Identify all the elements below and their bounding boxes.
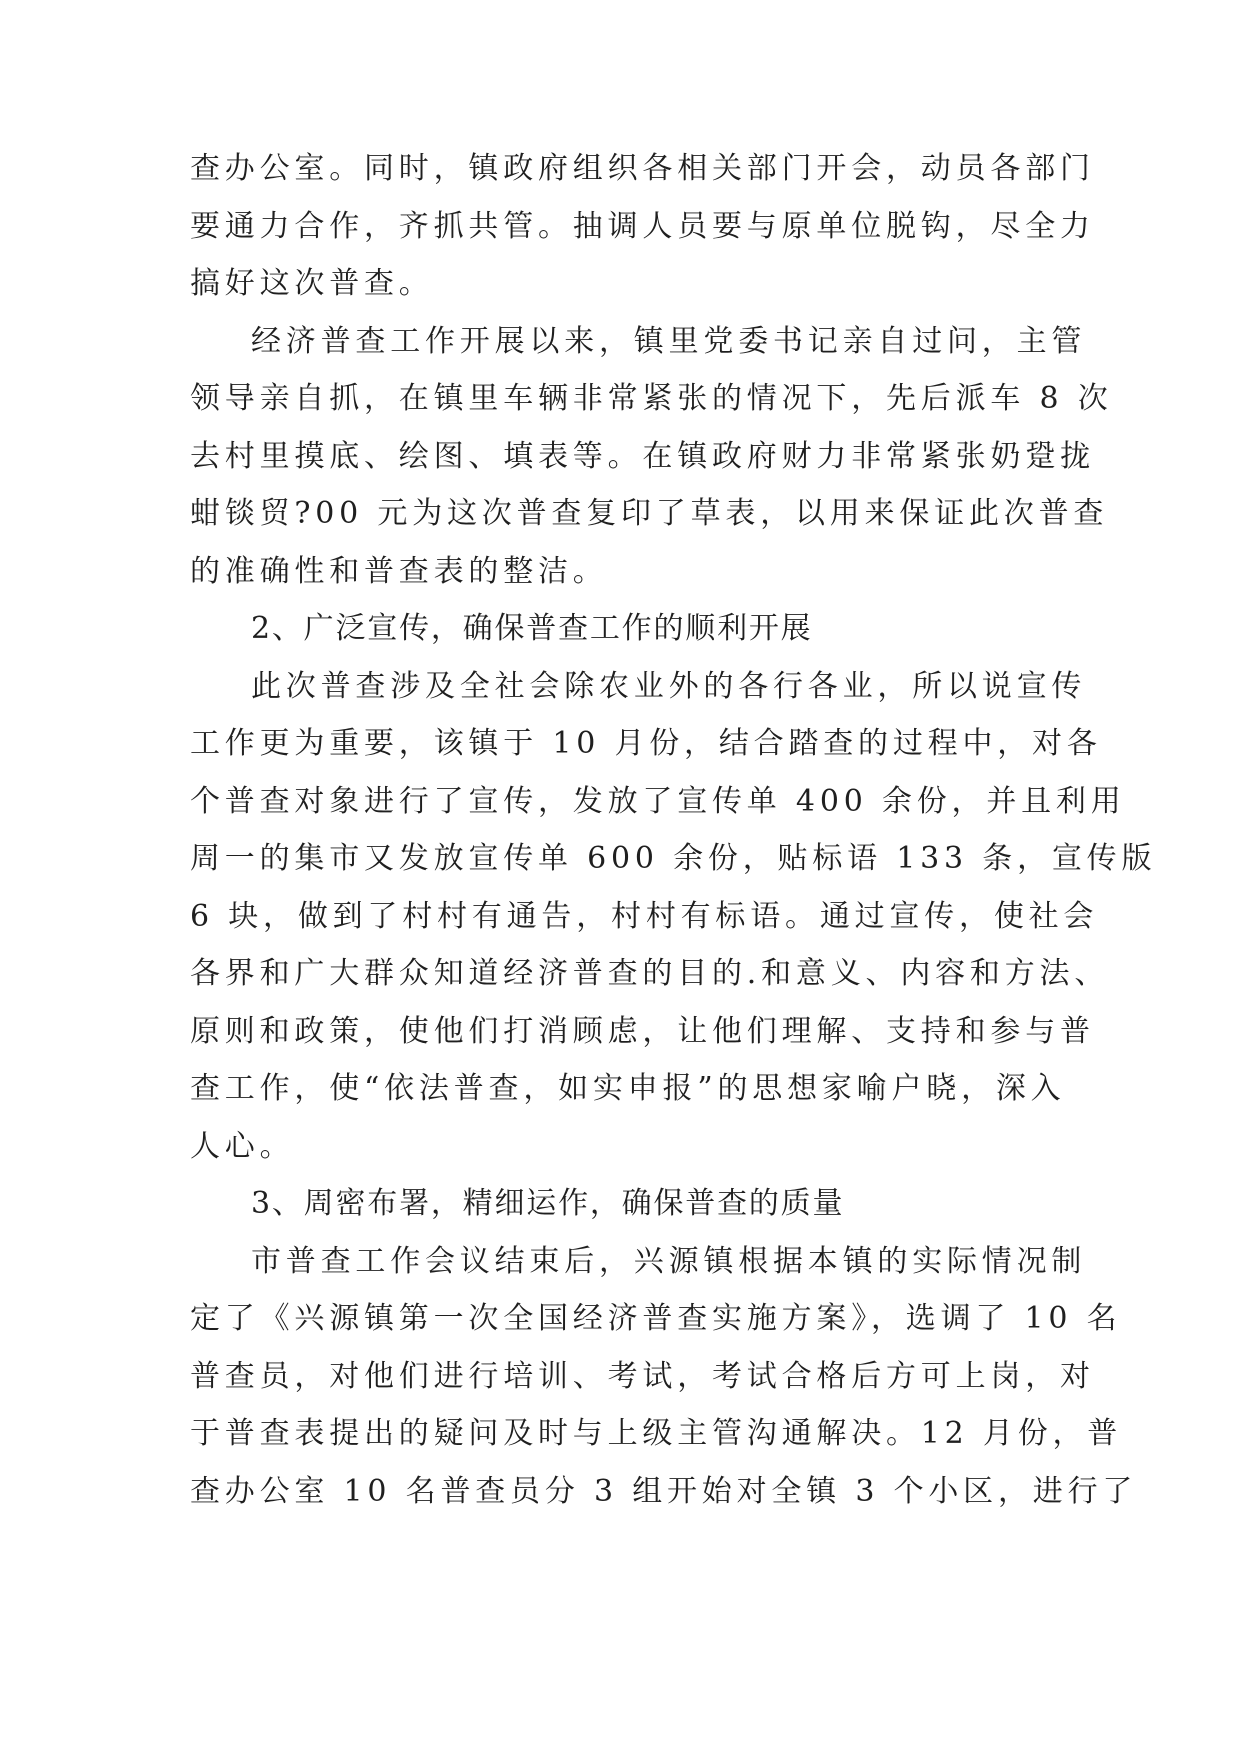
- text-line: 蚶锬贸?00 元为这次普查复印了草表，以用来保证此次普查: [190, 496, 1109, 531]
- text-line: 要通力合作，齐抓共管。抽调人员要与原单位脱钩，尽全力: [190, 208, 1095, 244]
- paragraph-first-line: 此次普查涉及全社会除农业外的各行各业，所以说宣传: [251, 668, 1087, 704]
- text-line: 工作更为重要，该镇于 10 月份，结合踏查的过程中，对各: [190, 726, 1102, 761]
- text-line: 普查员，对他们进行培训、考试，考试合格后方可上岗，对: [190, 1358, 1095, 1394]
- paragraph-first-line: 经济普查工作开展以来，镇里党委书记亲自过问，主管: [251, 323, 1087, 359]
- text-line: 于普查表提出的疑问及时与上级主管沟通解决。12 月份，普: [190, 1416, 1123, 1451]
- text-line: 去村里摸底、绘图、填表等。在镇政府财力非常紧张奶跫拢: [190, 438, 1095, 474]
- text-line: 人心。: [190, 1128, 295, 1164]
- text-line: 查办公室。同时，镇政府组织各相关部门开会，动员各部门: [190, 151, 1095, 186]
- text-line: 搞好这次普查。: [190, 266, 434, 301]
- text-line: 6 块，做到了村村有通告，村村有标语。通过宣传，使社会: [190, 898, 1099, 934]
- text-line: 个普查对象进行了宣传，发放了宣传单 400 余份，并且利用: [190, 783, 1126, 819]
- text-line: 查工作，使“依法普查，如实申报”的思想家喻户晓，深入: [190, 1071, 1066, 1106]
- text-line: 周一的集市又发放宣传单 600 余份，贴标语 133 条，宣传版: [190, 841, 1157, 876]
- text-line: 原则和政策，使他们打消顾虑，让他们理解、支持和参与普: [190, 1013, 1095, 1049]
- text-line: 领导亲自抓，在镇里车辆非常紧张的情况下，先后派车 8 次: [190, 381, 1113, 416]
- paragraph-first-line: 市普查工作会议结束后，兴源镇根据本镇的实际情况制: [251, 1243, 1087, 1279]
- text-line: 查办公室 10 名普查员分 3 组开始对全镇 3 个小区，进行了: [190, 1473, 1138, 1509]
- text-line: 的准确性和普查表的整洁。: [190, 553, 608, 589]
- text-line: 定了《兴源镇第一次全国经济普查实施方案》，选调了 10 名: [190, 1301, 1122, 1336]
- section-heading: 2、广泛宣传，确保普查工作的顺利开展: [251, 611, 813, 646]
- section-heading: 3、周密布署，精细运作，确保普查的质量: [251, 1186, 845, 1221]
- body-text: [190, 140, 1157, 1520]
- text-line: 各界和广大群众知道经济普查的目的.和意义、内容和方法、: [190, 956, 1110, 991]
